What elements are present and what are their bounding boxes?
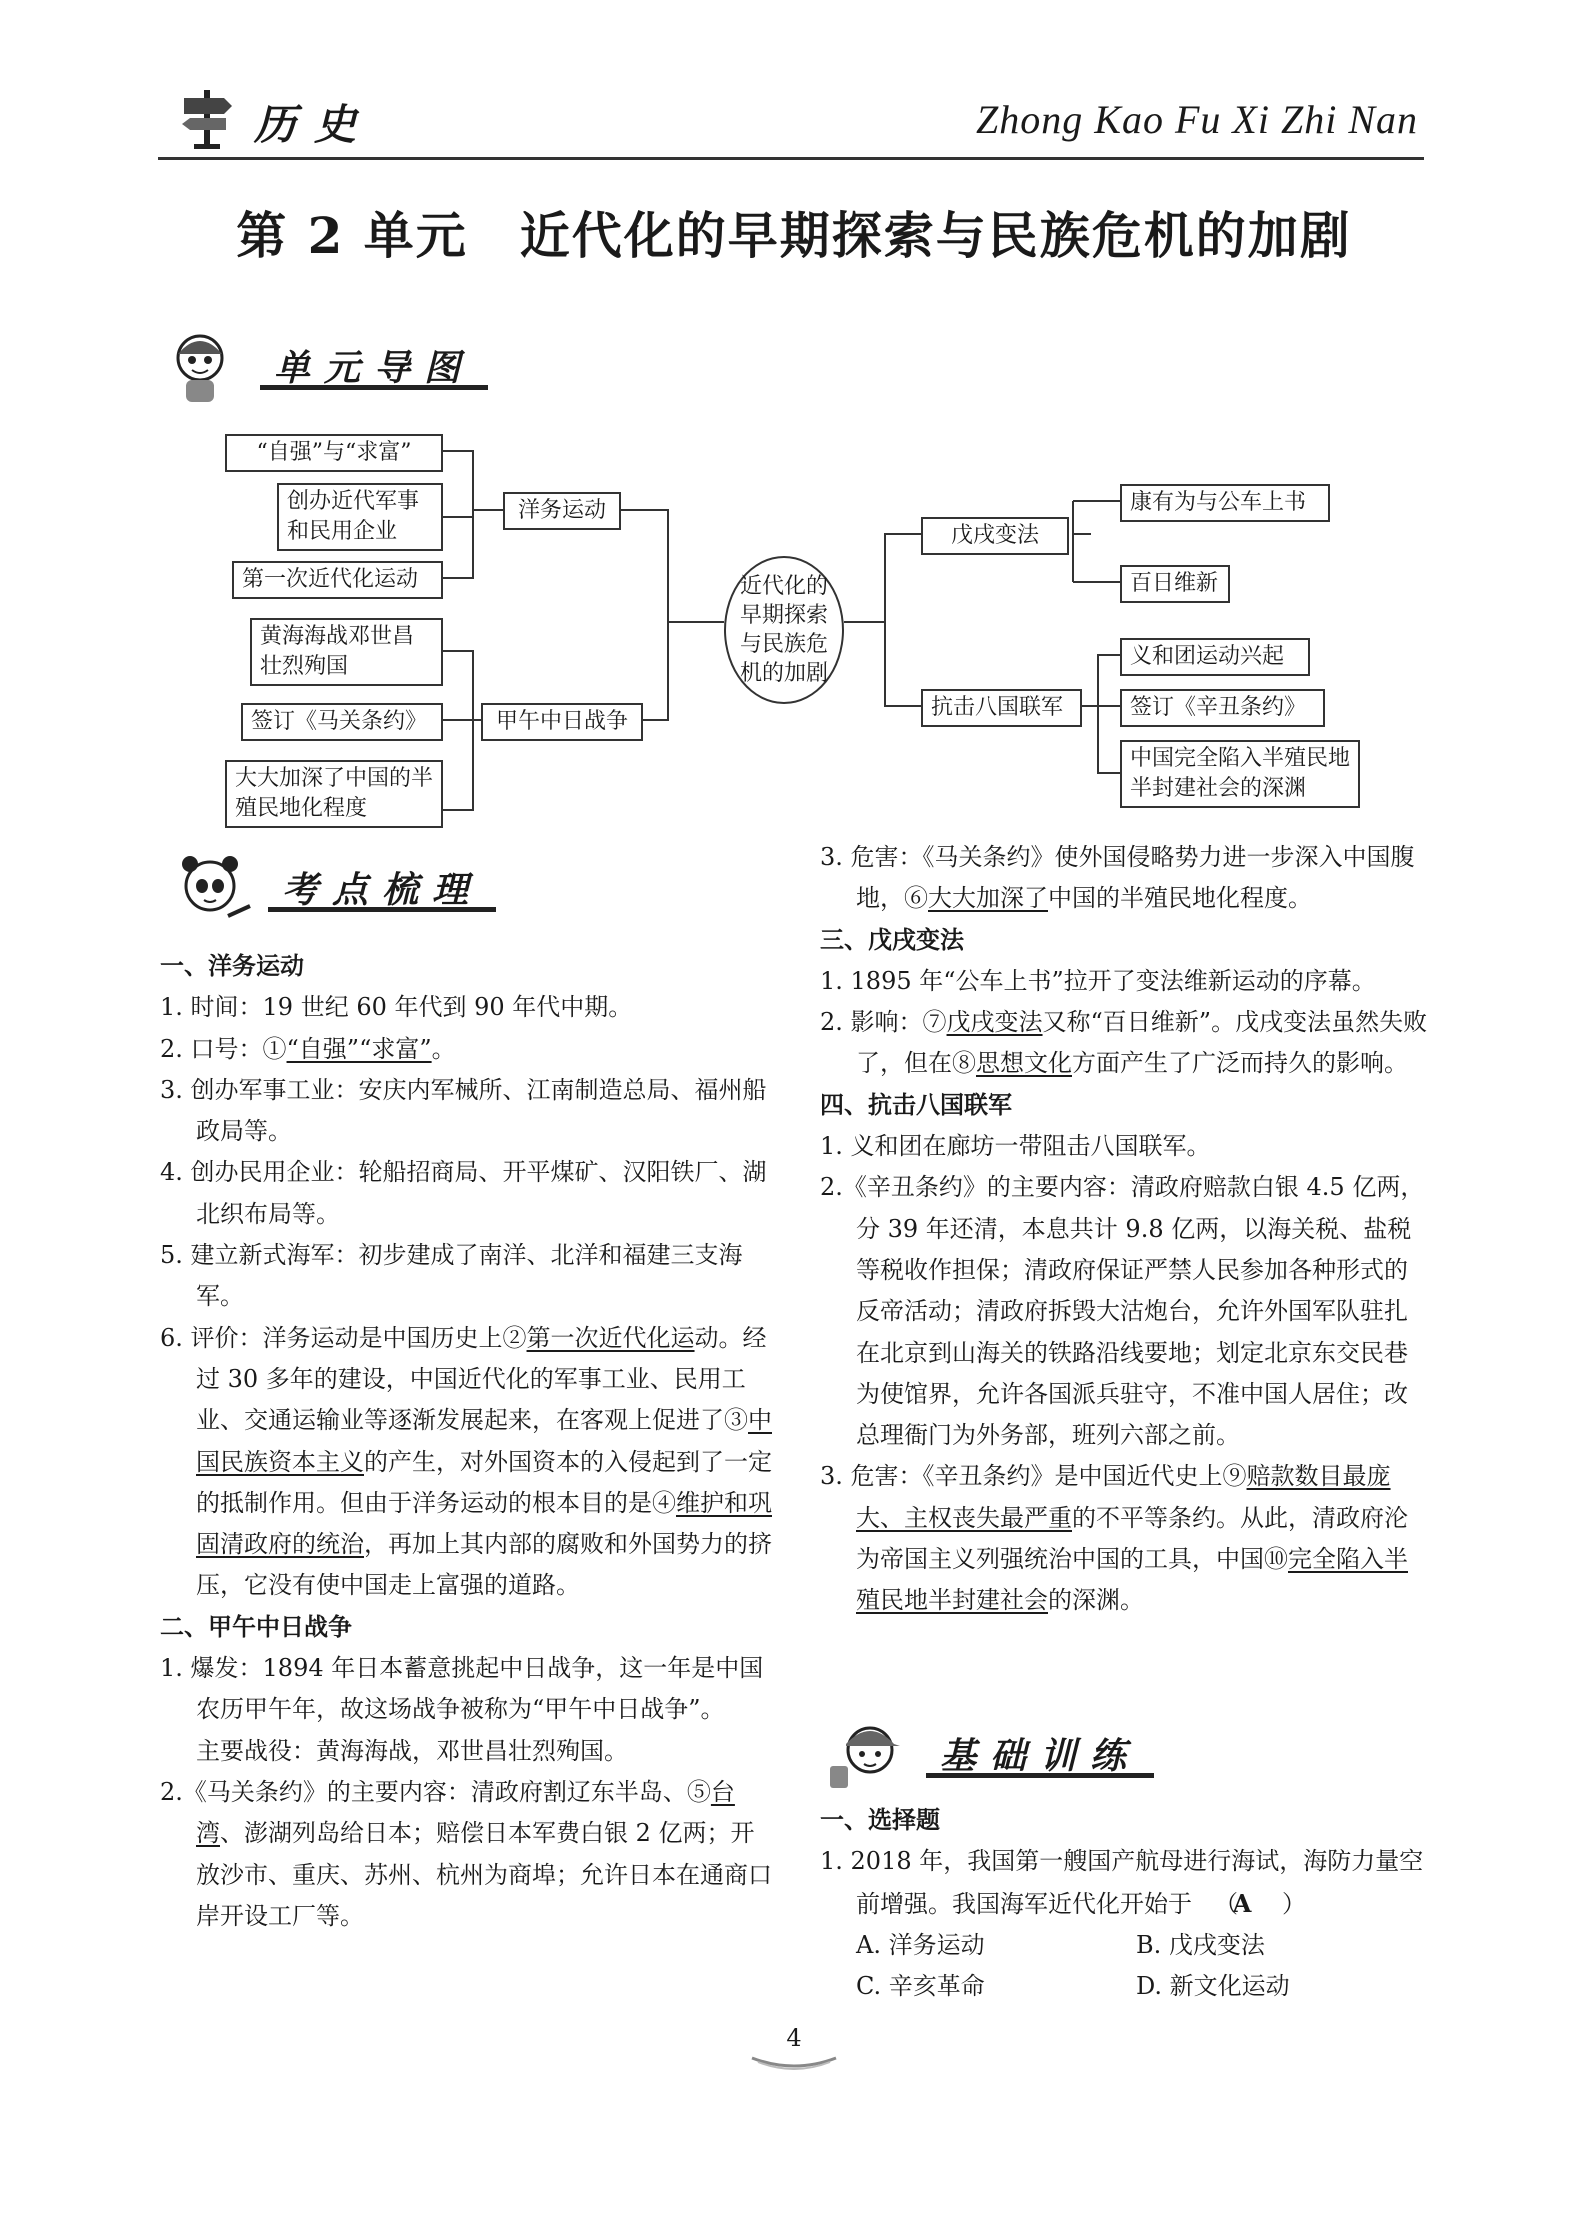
options-row (820, 1925, 1428, 1966)
answer-fill: 赔款数目最庞大、主权丧失最严重 (856, 1462, 1391, 1532)
mindmap-node: 康有为与公车上书 (1120, 484, 1330, 522)
mindmap-node: 签订《马关条约》 (241, 703, 443, 741)
answer-fill: “自强”“求富” (286, 1034, 432, 1063)
paragraph: 1. 1895 年“公车上书”拉开了变法维新运动的序幕。 (820, 966, 1376, 995)
boy-cap-mascot-icon (826, 1712, 910, 1796)
paragraph: 3. 创办军事工业：安庆内军械所、江南制造总局、福州船政局等。 (160, 1075, 767, 1146)
right-column (820, 837, 1428, 1622)
answer-fill: 第一次近代化运 (526, 1323, 695, 1352)
paragraph: 5. 建立新式海军：初步建成了南洋、北洋和福建三支海军。 (160, 1241, 743, 1311)
panda-mascot-icon (168, 846, 252, 930)
mindmap-node: 义和团运动兴起 (1120, 638, 1310, 676)
paragraph: 2.《马关条约》的主要内容：清政府割辽东半岛、⑤台湾、澎湖列岛给日本；赔偿日本军费白银 2 亿两；开放沙市、重庆、苏州、杭州为商埠；允许日本在通商口岸开设工厂等。 (160, 1777, 772, 1930)
section-heading: 三、戊戌变法 (820, 925, 964, 954)
paragraph: 2. 口号：①“自强”“求富”。 (160, 1034, 456, 1063)
review-section-header (168, 846, 508, 926)
mindmap-branch: 戊戌变法 (921, 517, 1069, 555)
paragraph: 1. 时间：19 世纪 60 年代到 90 年代中期。 (160, 993, 633, 1022)
answer-fill: 维护和巩固清政府的统治 (196, 1488, 772, 1559)
mindmap-center: 近代化的早期探索与民族危机的加剧 (724, 556, 844, 704)
subject-label: 历史 (254, 100, 375, 149)
answer-choice: A (1232, 1888, 1252, 1918)
section-heading: 一、选择题 (820, 1806, 940, 1834)
mindmap-node: 黄海海战邓世昌壮烈殉国 (250, 618, 443, 686)
paragraph: 1. 爆发：1894 年日本蓄意挑起中日战争，这一年是中国农历甲午年，故这场战争被称为“甲午中日战争”。 (160, 1654, 764, 1724)
section-heading: 一、洋务运动 (160, 952, 304, 980)
review-title: 考点梳理 (268, 860, 496, 912)
mindmap-branch: 洋务运动 (503, 492, 621, 530)
mindmap-title: 单元导图 (260, 338, 488, 390)
section-heading: 四、抗击八国联军 (820, 1090, 1012, 1119)
answer-fill: 思想文化 (976, 1049, 1072, 1078)
paragraph: 2. 影响：⑦戊戌变法又称“百日维新”。戊戌变法虽然失败了，但在⑧思想文化方面产生了广泛而持久的影响。 (820, 1008, 1428, 1078)
paragraph: 3. 危害：《辛丑条约》是中国近代史上⑨赔款数目最庞大、主权丧失最严重的不平等条约。从此，清政府沦为帝国主义列强统治中国的工具，中国⑩完全陷入半殖民地半封建社会的深渊。 (820, 1462, 1408, 1615)
running-title: Zhong Kao Fu Xi Zhi Nan (976, 97, 1418, 142)
mindmap-node: 第一次近代化运动 (232, 561, 443, 599)
mindmap-node: 创办近代军事和民用企业 (277, 483, 443, 551)
question: 1. 2018 年，我国第一艘国产航母进行海试，海防力量空前增强。我国海军近代化开始于 （A ） (820, 1841, 1428, 1925)
practice-block (820, 1800, 1428, 2007)
paragraph: 4. 创办民用企业：轮船招商局、开平煤矿、汉阳铁厂、湖北织布局等。 (160, 1158, 767, 1228)
option-a: A. 洋务运动 (856, 1930, 985, 1959)
mindmap-node: 百日维新 (1120, 565, 1230, 603)
option-d: D. 新文化运动 (1136, 1972, 1290, 2001)
mindmap-node: 签订《辛丑条约》 (1120, 689, 1325, 727)
mindmap-node: 中国完全陷入半殖民地半封建社会的深渊 (1120, 740, 1360, 808)
paragraph: 1. 义和团在廊坊一带阻击八国联军。 (820, 1132, 1211, 1161)
practice-title: 基础训练 (926, 1726, 1154, 1778)
mindmap-node: 大大加深了中国的半殖民地化程度 (225, 760, 443, 828)
unit-title: 第 2 单元 近代化的早期探索与民族危机的加剧 (236, 206, 1352, 265)
section-heading: 二、甲午中日战争 (160, 1612, 352, 1641)
options-row (820, 1966, 1428, 2007)
option-b: B. 戊戌变法 (1136, 1930, 1265, 1959)
page-number: 4 (786, 2024, 802, 2052)
left-column (160, 946, 772, 1937)
paragraph: 6. 评价：洋务运动是中国历史上②第一次近代化运动。经过 30 多年的建设，中国近代化的军事工业、民用工业、交通运输业等逐渐发展起来，在客观上促进了③中国民族资本主义的产生，对外国资本的入侵起到了一定的抵制作用。但由于洋务运动的根本目的是④维护和巩固清政府的统治，再加上其内部的腐败和外国势力的挤压，它没有使中国走上富强的道路。 (160, 1323, 772, 1600)
option-c: C. 辛亥革命 (856, 1972, 985, 2001)
answer-fill: 大大加深了 (928, 884, 1048, 913)
answer-fill: 戊戌变法 (946, 1008, 1043, 1037)
answer-fill: 完全陷入半殖民地半封建社会 (856, 1545, 1408, 1615)
paragraph: 主要战役：黄海海战，邓世昌壮烈殉国。 (196, 1736, 628, 1765)
mindmap-branch: 甲午中日战争 (481, 703, 643, 741)
mindmap-branch: 抗击八国联军 (921, 689, 1082, 727)
answer-fill: 中国民族资本主义 (196, 1406, 772, 1476)
paragraph: 2.《辛丑条约》的主要内容：清政府赔款白银 4.5 亿两，分 39 年还清，本息共计 9.8 亿两，以海关税、盐税等税收作担保；清政府保证严禁人民参加各种形式的反帝活动；清政府拆毁大沽炮台，允许外国军队驻扎在北京到山海关的铁路沿线要地；划定北京东交民巷为使馆界，允许各国派兵驻守，不准中国人居住；改总理衙门为外务部，班列六部之前。 (820, 1173, 1425, 1450)
paragraph: 3. 危害：《马关条约》使外国侵略势力进一步深入中国腹地，⑥大大加深了中国的半殖民地化程度。 (820, 843, 1415, 913)
mindmap-node: “自强”与“求富” (225, 434, 443, 472)
answer-fill: 台湾 (196, 1777, 735, 1848)
practice-section-header (826, 1712, 1186, 1792)
